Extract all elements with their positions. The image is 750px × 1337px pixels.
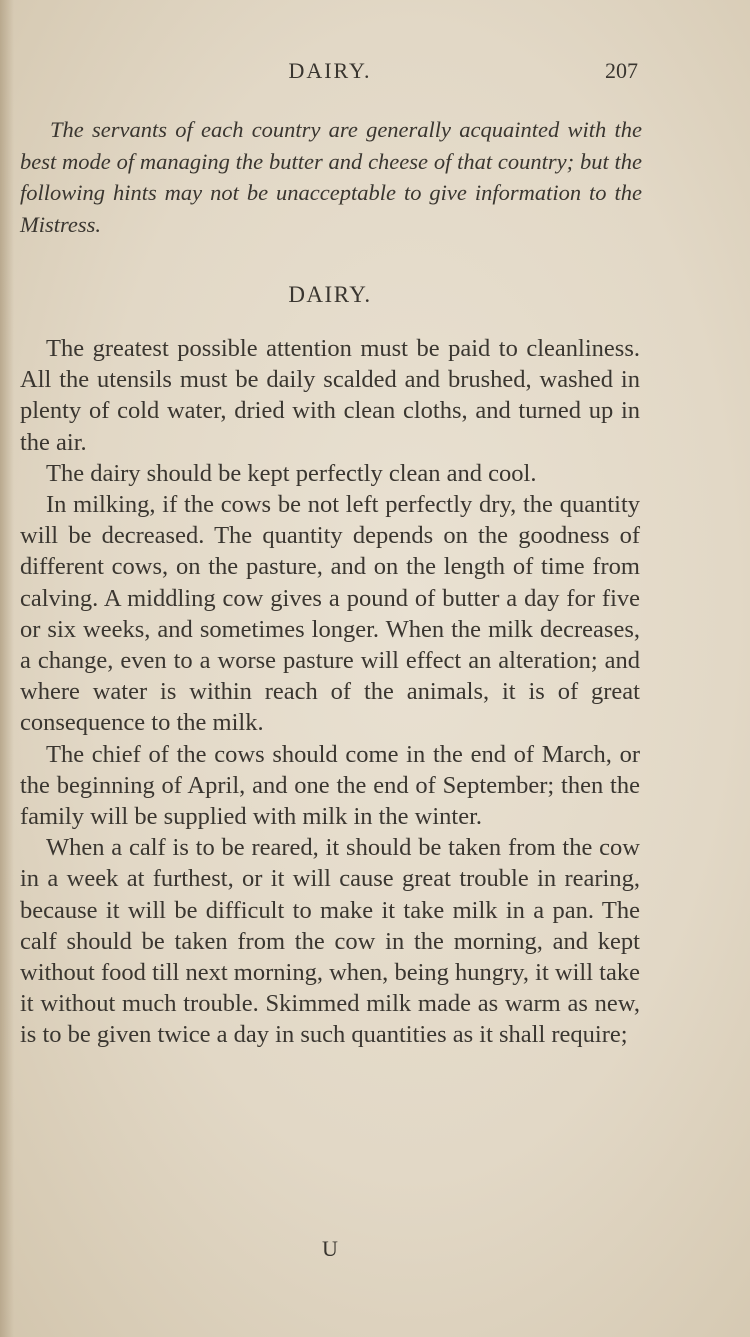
paragraph-cleanliness: The greatest possible attention must be paid to cleanliness. All the utensils must be daily scalded and brushed, washed in plenty of cold water, dried with clean cloths, and turned up in the air. — [20, 335, 640, 456]
running-head — [20, 58, 640, 90]
page-gutter-shadow — [0, 0, 14, 1337]
section-heading: DAIRY. — [288, 282, 372, 307]
paragraph-dairy-cool: The dairy should be kept perfectly clean and cool. — [46, 459, 537, 487]
body-text — [20, 333, 640, 1051]
paragraph-milking: In milking, if the cows be not left perfectly dry, the quantity will be decreased. The quantity depends on the goodness of different cows, on the pasture, and on the length of time from calving. A middling cow gives a pound of butter a day for five or six weeks, and sometimes longer. When the milk decreases, a change, even to a worse pasture will effect an alteration; and where water is within reach of the animals, it is of great consequence to the milk. — [20, 491, 640, 737]
running-title: DAIRY. — [288, 58, 372, 83]
paragraph-rearing-calf: When a calf is to be reared, it should be taken from the cow in a week at furthest, or it will cause great trouble in rearing, because it will be difficult to make it take milk in a pan. The calf should be taken from the cow in the morning, and kept without food till next morning, when, being hungry, it will take it without much trouble. Skimmed milk made as warm as new, is to be given twice a day in such quantities as it shall require; — [20, 834, 640, 1049]
signature-mark: U — [322, 1236, 338, 1261]
intro-note — [20, 114, 642, 240]
paragraph-calving-season: The chief of the cows should come in the end of March, or the beginning of April, and one the end of September; then the family will be supplied with milk in the winter. — [20, 740, 640, 831]
page-number: 207 — [605, 58, 638, 83]
intro-paragraph: The servants of each country are generally acquainted with the best mode of managing the butter and cheese of that country; but the following hints may not be unacceptable to give information to the Mistress. — [20, 117, 642, 237]
